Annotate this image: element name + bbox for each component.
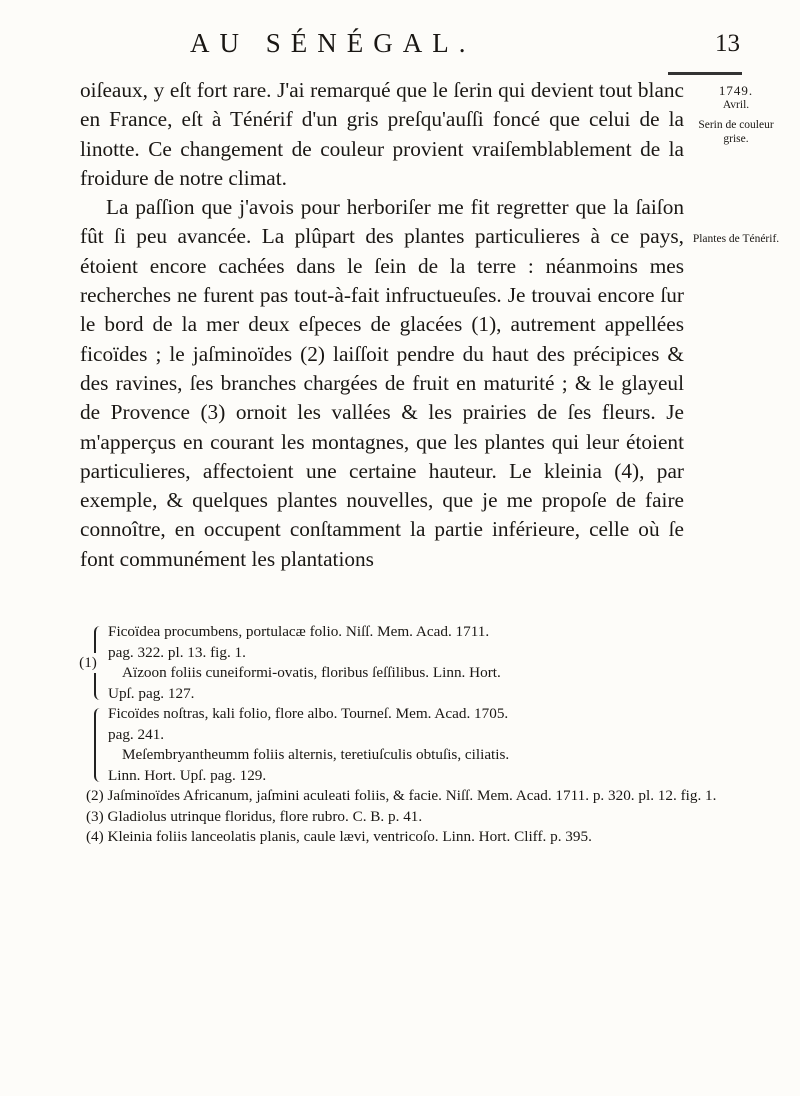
footnote-line: Meſembryantheumm foliis alternis, teretiuſculis obtuſis, ciliatis. xyxy=(122,746,510,763)
body-text xyxy=(80,76,684,574)
brace-icon xyxy=(94,708,104,782)
footnote-line: Upſ. pag. 127. xyxy=(108,684,195,702)
footnote-1a xyxy=(80,622,720,704)
paragraph: oiſeaux, y eſt fort rare. J'ai remarqué que le ſerin qui devient tout blanc en France, eſt à Ténérif d'un gris preſqu'auſſi foncé que celui de la linotte. Ce changement de couleur provient vraiſemblablement de la froidure de notre climat. xyxy=(80,78,684,190)
footnote-3: (3) Gladiolus utrinque floridus, flore rubro. C. B. p. 41. xyxy=(86,807,423,825)
page-number: 13 xyxy=(715,30,740,57)
footnotes xyxy=(80,622,720,848)
sidenote-topic: Plantes de Ténérif. xyxy=(692,233,780,245)
footnote-1b xyxy=(80,704,720,786)
running-title: AU SÉNÉGAL. xyxy=(190,28,476,58)
footnote-line: Ficoïdes noſtras, kali folio, flore albo. Tourneſ. Mem. Acad. 1705. xyxy=(108,705,509,722)
margin-rule xyxy=(668,72,742,75)
footnote-line: pag. 322. pl. 13. fig. 1. xyxy=(108,643,246,661)
footnote-line: Ficoïdea procumbens, portulacæ folio. Niſſ. Mem. Acad. 1711. xyxy=(108,623,490,640)
sidenote-month: Avril. xyxy=(722,99,750,111)
running-header xyxy=(80,28,740,68)
sidenote-year: 1749. xyxy=(718,83,754,98)
sidenote-topic: Serin de couleur grise. xyxy=(698,119,774,145)
footnote-line: Linn. Hort. Upſ. pag. 129. xyxy=(108,766,267,784)
sidenote-serin xyxy=(690,84,782,146)
footnote-2: (2) Jaſminoïdes Africanum, jaſmini aculeati foliis, & facie. Niſſ. Mem. Acad. 1711. p. 320. pl. 12. fig. 1. xyxy=(86,787,717,804)
footnote-marker: (1) xyxy=(79,653,97,674)
footnote-line: pag. 241. xyxy=(108,725,165,743)
paragraph: La paſſion que j'avois pour herboriſer me fit regretter que la ſaiſon fût ſi peu avancée. La plûpart des plantes particulieres à ce pays, étoient encore cachées dans le ſein de la terre : néanmoins mes recherches ne furent pas tout-à-fait infructueuſes. Je trouvai encore ſur le bord de la mer deux eſpeces de glacées (1), autrement appellées ficoïdes ; le jaſminoïdes (2) laiſſoit pendre du haut des précipices & des ravines, ſes branches chargées de fruit en maturité ; & le glayeul de Provence (3) ornoit les vallées & les prairies de ſes fleurs. Je m'apperçus en courant les montagnes, que les plantes qui leur étoient particulieres, affectoient une certaine hauteur. Le kleinia (4), par exemple, & quelques plantes nouvelles, que je me propoſe de faire connoître, en occupent conſtamment la partie inférieure, celle où ſe font communément les plantations xyxy=(80,195,684,571)
footnote-line: Aïzoon foliis cuneiformi-ovatis, floribus ſeſſilibus. Linn. Hort. xyxy=(122,664,501,681)
footnote-4: (4) Kleinia foliis lanceolatis planis, caule lævi, ventricoſo. Linn. Hort. Cliff. p. 395. xyxy=(86,828,592,845)
sidenote-plantes xyxy=(690,232,782,246)
